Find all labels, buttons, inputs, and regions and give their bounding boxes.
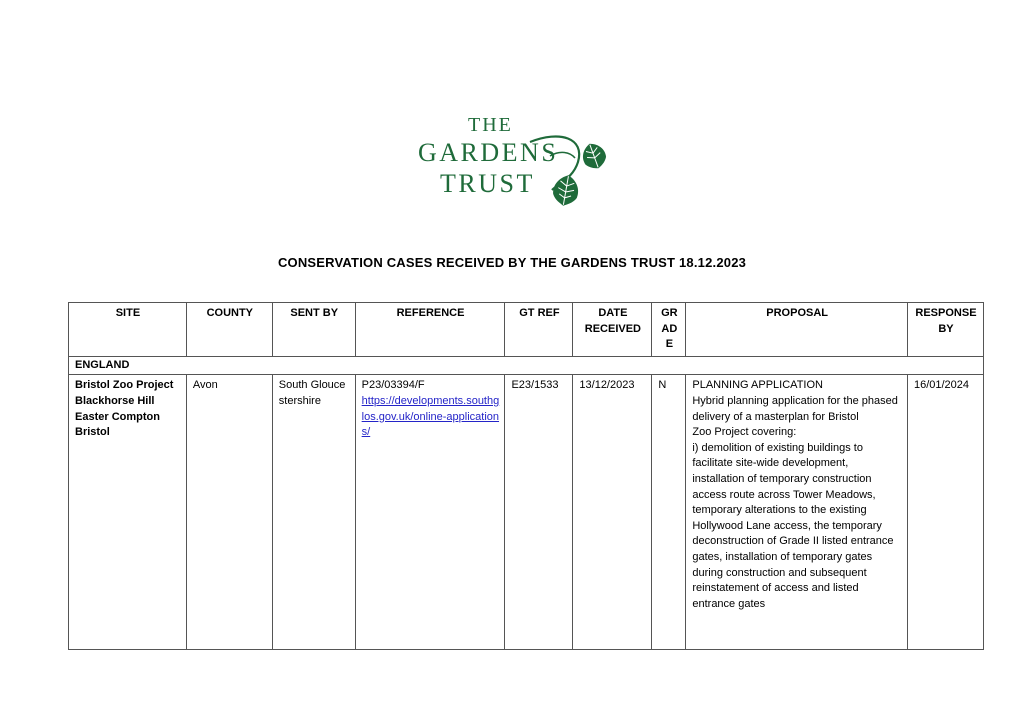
cell-reference (355, 375, 505, 650)
header-gt-ref: GT REF (505, 303, 573, 357)
cell-grade: N (652, 375, 686, 650)
site-line: Bristol (75, 426, 110, 439)
cell-date-received: 13/12/2023 (573, 375, 652, 650)
region-row (69, 356, 984, 375)
cell-sent-by: South Gloucestershire (272, 375, 355, 650)
proposal-line: Hybrid planning application for the phased delivery of a masterplan for Bristol (692, 394, 898, 423)
site-line: Easter Compton (75, 410, 160, 423)
header-county: COUNTY (186, 303, 272, 357)
logo-text-trust: TRUST (440, 169, 535, 198)
conservation-cases-table (68, 302, 984, 650)
table-header-row (69, 303, 984, 357)
header-date-received: DATE RECEIVED (573, 303, 652, 357)
page-title: CONSERVATION CASES RECEIVED BY THE GARDENS TRUST 18.12.2023 (277, 255, 747, 270)
logo-text-the: THE (468, 114, 513, 136)
cell-proposal (686, 375, 908, 650)
header-grade: GR AD E (652, 303, 686, 357)
header-sent-by: SENT BY (272, 303, 355, 357)
cell-gt-ref: E23/1533 (505, 375, 573, 650)
logo-text-gardens: GARDENS (418, 138, 559, 167)
reference-code: P23/03394/F (361, 379, 425, 392)
site-line: Bristol Zoo Project (75, 379, 174, 392)
cell-site (69, 375, 187, 650)
reference-link[interactable]: https://developments.southglos.gov.uk/online-applications/ (361, 394, 500, 439)
header-site: SITE (69, 303, 187, 357)
proposal-line: PLANNING APPLICATION (692, 379, 823, 392)
cell-response-by: 16/01/2024 (907, 375, 983, 650)
header-proposal: PROPOSAL (686, 303, 908, 357)
gardens-trust-logo (410, 112, 620, 212)
proposal-line: Zoo Project covering: (692, 426, 797, 439)
table-row (69, 375, 984, 650)
region-label: ENGLAND (69, 356, 984, 375)
header-reference: REFERENCE (355, 303, 505, 357)
proposal-line: i) demolition of existing buildings to facilitate site-wide development, installation of temporary construction access route across Tower Meadows, temporary alterations to the existing Hollywood Lane access, the temporary deconstruction of Grade II listed entrance gates, installation of temporary gates (692, 441, 894, 563)
site-line: Blackhorse Hill (75, 394, 155, 407)
proposal-line: during construction and subsequent reinstatement of access and listed entrance gates (692, 566, 867, 610)
header-response-by: RESPONSE BY (907, 303, 983, 357)
cell-county: Avon (186, 375, 272, 650)
